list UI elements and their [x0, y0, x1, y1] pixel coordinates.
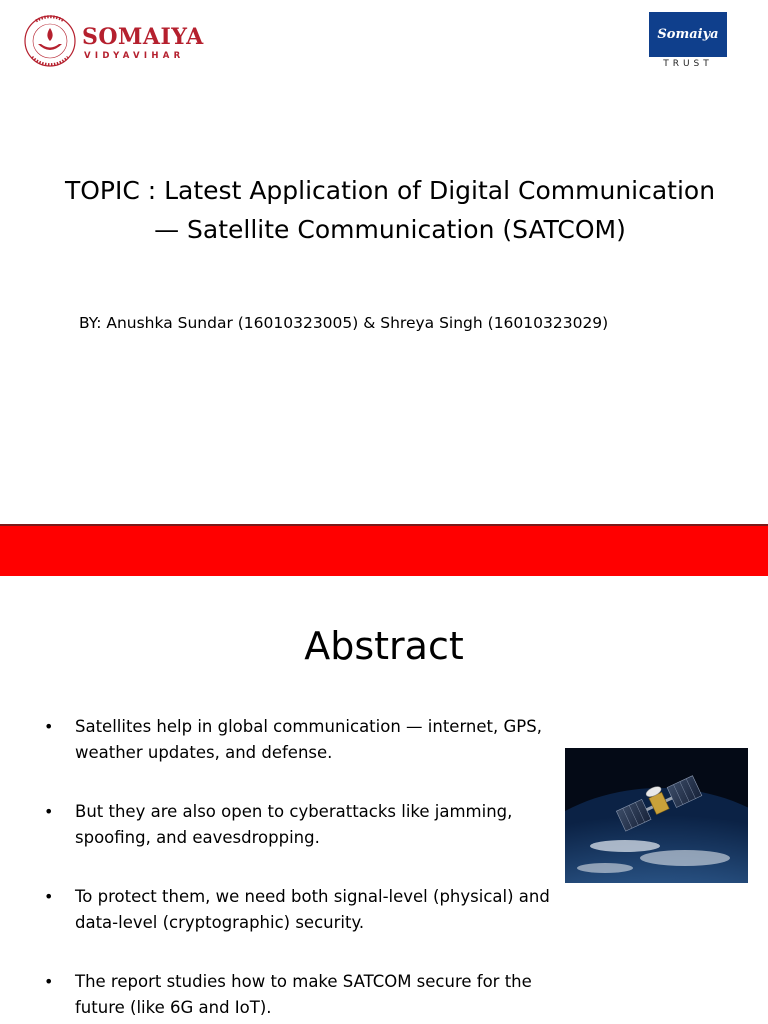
- vidyavihar-wordmark: VIDYAVIHAR: [84, 51, 185, 61]
- bullet-marker: •: [44, 972, 54, 991]
- bullet-text: But they are also open to cyberattacks like jamming, spoofing, and eavesdropping.: [75, 802, 513, 847]
- authors-byline: BY: Anushka Sundar (16010323005) & Shreya Singh (16010323029): [79, 314, 609, 332]
- satellite-orbiting-earth-image: [565, 748, 748, 883]
- slide-divider-band: [0, 524, 768, 576]
- abstract-heading: Abstract: [304, 624, 464, 668]
- slide-title-line-1: TOPIC : Latest Application of Digital Communication: [64, 176, 716, 205]
- bullet-marker: •: [44, 717, 54, 736]
- list-item: [44, 799, 564, 851]
- list-item: [44, 714, 564, 766]
- bullet-marker: •: [44, 802, 54, 821]
- somaiya-vidyavihar-logo: [22, 13, 222, 71]
- bullet-text: The report studies how to make SATCOM secure for the future (like 6G and IoT).: [75, 972, 532, 1017]
- abstract-slide: [0, 576, 768, 1024]
- list-item: [44, 884, 564, 936]
- bullet-marker: •: [44, 887, 54, 906]
- trust-wordmark: Somaiya: [649, 12, 727, 57]
- somaiya-vidyavihar-emblem-icon: [22, 13, 78, 69]
- bullet-text: Satellites help in global communication — internet, GPS, weather updates, and defense.: [75, 717, 542, 762]
- slide-title-line-2: — Satellite Communication (SATCOM): [154, 215, 626, 244]
- bullet-text: To protect them, we need both signal-level (physical) and data-level (cryptographic) security.: [75, 887, 550, 932]
- somaiya-trust-logo: [649, 12, 727, 72]
- somaiya-wordmark: SOMAIYA: [82, 24, 204, 50]
- list-item: [44, 969, 564, 1021]
- abstract-bullet-list: [44, 714, 564, 1024]
- slide-title: [30, 171, 750, 249]
- trust-label: TRUST: [663, 59, 713, 69]
